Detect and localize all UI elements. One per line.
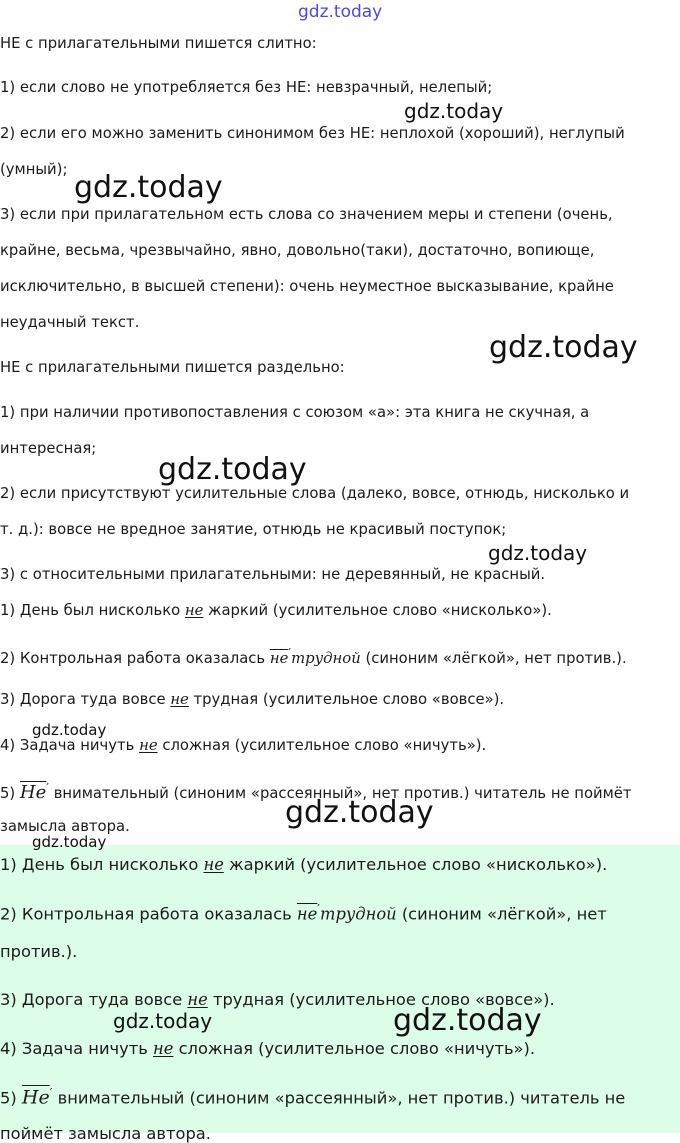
- rule-together-2a: 2) если его можно заменить синонимом без НЕ: неплохой (хороший), неглупый: [0, 125, 625, 142]
- hl-answer-5-ne: Не: [21, 1086, 50, 1109]
- hl-answer-5-pre: 5): [0, 1088, 22, 1108]
- hl-answer-5-cont: поймёт замысла автора.: [0, 1124, 211, 1143]
- answer-1-pre: 1) День был нисколько: [0, 602, 185, 619]
- answer-3-pre: 3) Дорога туда вовсе: [0, 691, 171, 708]
- rule-together-3a: 3) если при прилагательном есть слова со значением меры и степени (очень,: [0, 206, 613, 223]
- answer-5-tick: ′: [46, 781, 49, 795]
- watermark: gdz.today: [32, 721, 107, 739]
- hl-answer-5-tick: ′: [49, 1086, 53, 1100]
- rule-separate-2b: т. д.): вовсе не вредное занятие, отнюдь не красивый поступок;: [0, 521, 507, 538]
- watermark: gdz.today: [74, 170, 223, 205]
- answer-4-post: сложная (усилительное слово «ничуть»).: [157, 737, 487, 754]
- hl-answer-2-pre: 2) Контрольная работа оказалась: [0, 904, 297, 924]
- watermark: gdz.today: [32, 833, 107, 851]
- answer-5-post: внимательный (синоним «рассеянный», нет против.) читатель не поймёт: [48, 784, 632, 802]
- answer-4-ne: не: [139, 737, 158, 754]
- rule-separate-1b: интересная;: [0, 440, 97, 457]
- hl-answer-1-pre: 1) День был нисколько: [0, 855, 204, 874]
- hl-answer-1: [0, 855, 607, 874]
- answer-2-ne: не: [269, 649, 289, 667]
- answer-2-tick: ′: [288, 646, 292, 660]
- rule-together-1: 1) если слово не употребляется без НЕ: невзрачный, нелепый;: [0, 79, 493, 96]
- answer-3-ne: не: [170, 691, 189, 708]
- hl-answer-4-ne: не: [153, 1039, 174, 1058]
- watermark: gdz.today: [404, 99, 504, 123]
- hl-answer-2-cont: против.).: [0, 942, 78, 961]
- watermark: gdz.today: [393, 1003, 542, 1038]
- hl-answer-5: [0, 1086, 625, 1108]
- watermark: gdz.today: [285, 795, 434, 830]
- hl-answer-2-ne: не: [296, 904, 318, 924]
- answer-3-post: трудная (усилительное слово «вовсе»).: [188, 691, 505, 708]
- hl-answer-4: [0, 1039, 535, 1058]
- answer-1-ne: не: [184, 602, 204, 619]
- hl-answer-1-post: жаркий (усилительное слово «нисколько»).: [223, 855, 608, 874]
- hl-answer-2-post: (синоним «лёгкой», нет: [396, 904, 607, 924]
- hl-answer-4-post: сложная (усилительное слово «ничуть»).: [173, 1039, 536, 1058]
- hl-answer-2-tick: ′: [317, 902, 320, 916]
- rule-together-3d: неудачный текст.: [0, 314, 140, 331]
- watermark: gdz.today: [489, 330, 638, 365]
- hl-answer-4-pre: 4) Задача ничуть: [0, 1039, 154, 1058]
- rule-heading-separate: НЕ с прилагательными пишется раздельно:: [0, 359, 345, 376]
- answer-1: [0, 602, 552, 619]
- watermark: gdz.today: [113, 1009, 213, 1033]
- answer-5-cont: замысла автора.: [0, 818, 130, 835]
- watermark: gdz.today: [158, 452, 307, 487]
- rule-separate-2a: 2) если присутствуют усилительные слова (далеко, вовсе, отнюдь, нисколько и: [0, 485, 630, 502]
- answer-4: [0, 737, 486, 754]
- hl-answer-5-post: внимательный (синоним «рассеянный», нет против.) читатель не: [52, 1088, 626, 1108]
- answer-1-post: жаркий (усилительное слово «нисколько»).: [203, 602, 552, 619]
- hl-answer-3-ne: не: [187, 990, 208, 1009]
- rule-together-2b: (умный);: [0, 161, 68, 178]
- rule-together-3c: исключительно, в высшей степени): очень неуместное высказывание, крайне: [0, 278, 614, 295]
- rule-heading-together: НЕ с прилагательными пишется слитно:: [0, 35, 317, 52]
- answer-5-ne: Не: [19, 781, 47, 803]
- answer-2-pre: 2) Контрольная работа оказалась: [0, 649, 270, 667]
- answer-5-pre: 5): [0, 784, 20, 802]
- watermark: gdz.today: [488, 541, 588, 565]
- hl-answer-3-pre: 3) Дорога туда вовсе: [0, 990, 188, 1009]
- answer-3: [0, 691, 504, 708]
- rule-separate-1a: 1) при наличии противопоставления с союзом «а»: эта книга не скучная, а: [0, 404, 590, 421]
- hl-answer-2: [0, 902, 607, 923]
- rule-separate-3: 3) с относительными прилагательными: не деревянный, не красный.: [0, 566, 546, 583]
- answer-2-word: трудной: [291, 649, 361, 667]
- hl-answer-3-post: трудная (усилительное слово «вовсе»).: [207, 990, 555, 1009]
- answer-2-post: (синоним «лёгкой», нет против.).: [360, 649, 627, 667]
- answer-4-pre: 4) Задача ничуть: [0, 737, 140, 754]
- top-watermark: gdz.today: [298, 2, 383, 22]
- hl-answer-2-word: трудной: [320, 904, 397, 924]
- rule-together-3b: крайне, весьма, чрезвычайно, явно, довольно(таки), достаточно, вопиюще,: [0, 242, 595, 259]
- answer-2: [0, 646, 627, 667]
- hl-answer-1-ne: не: [203, 855, 224, 874]
